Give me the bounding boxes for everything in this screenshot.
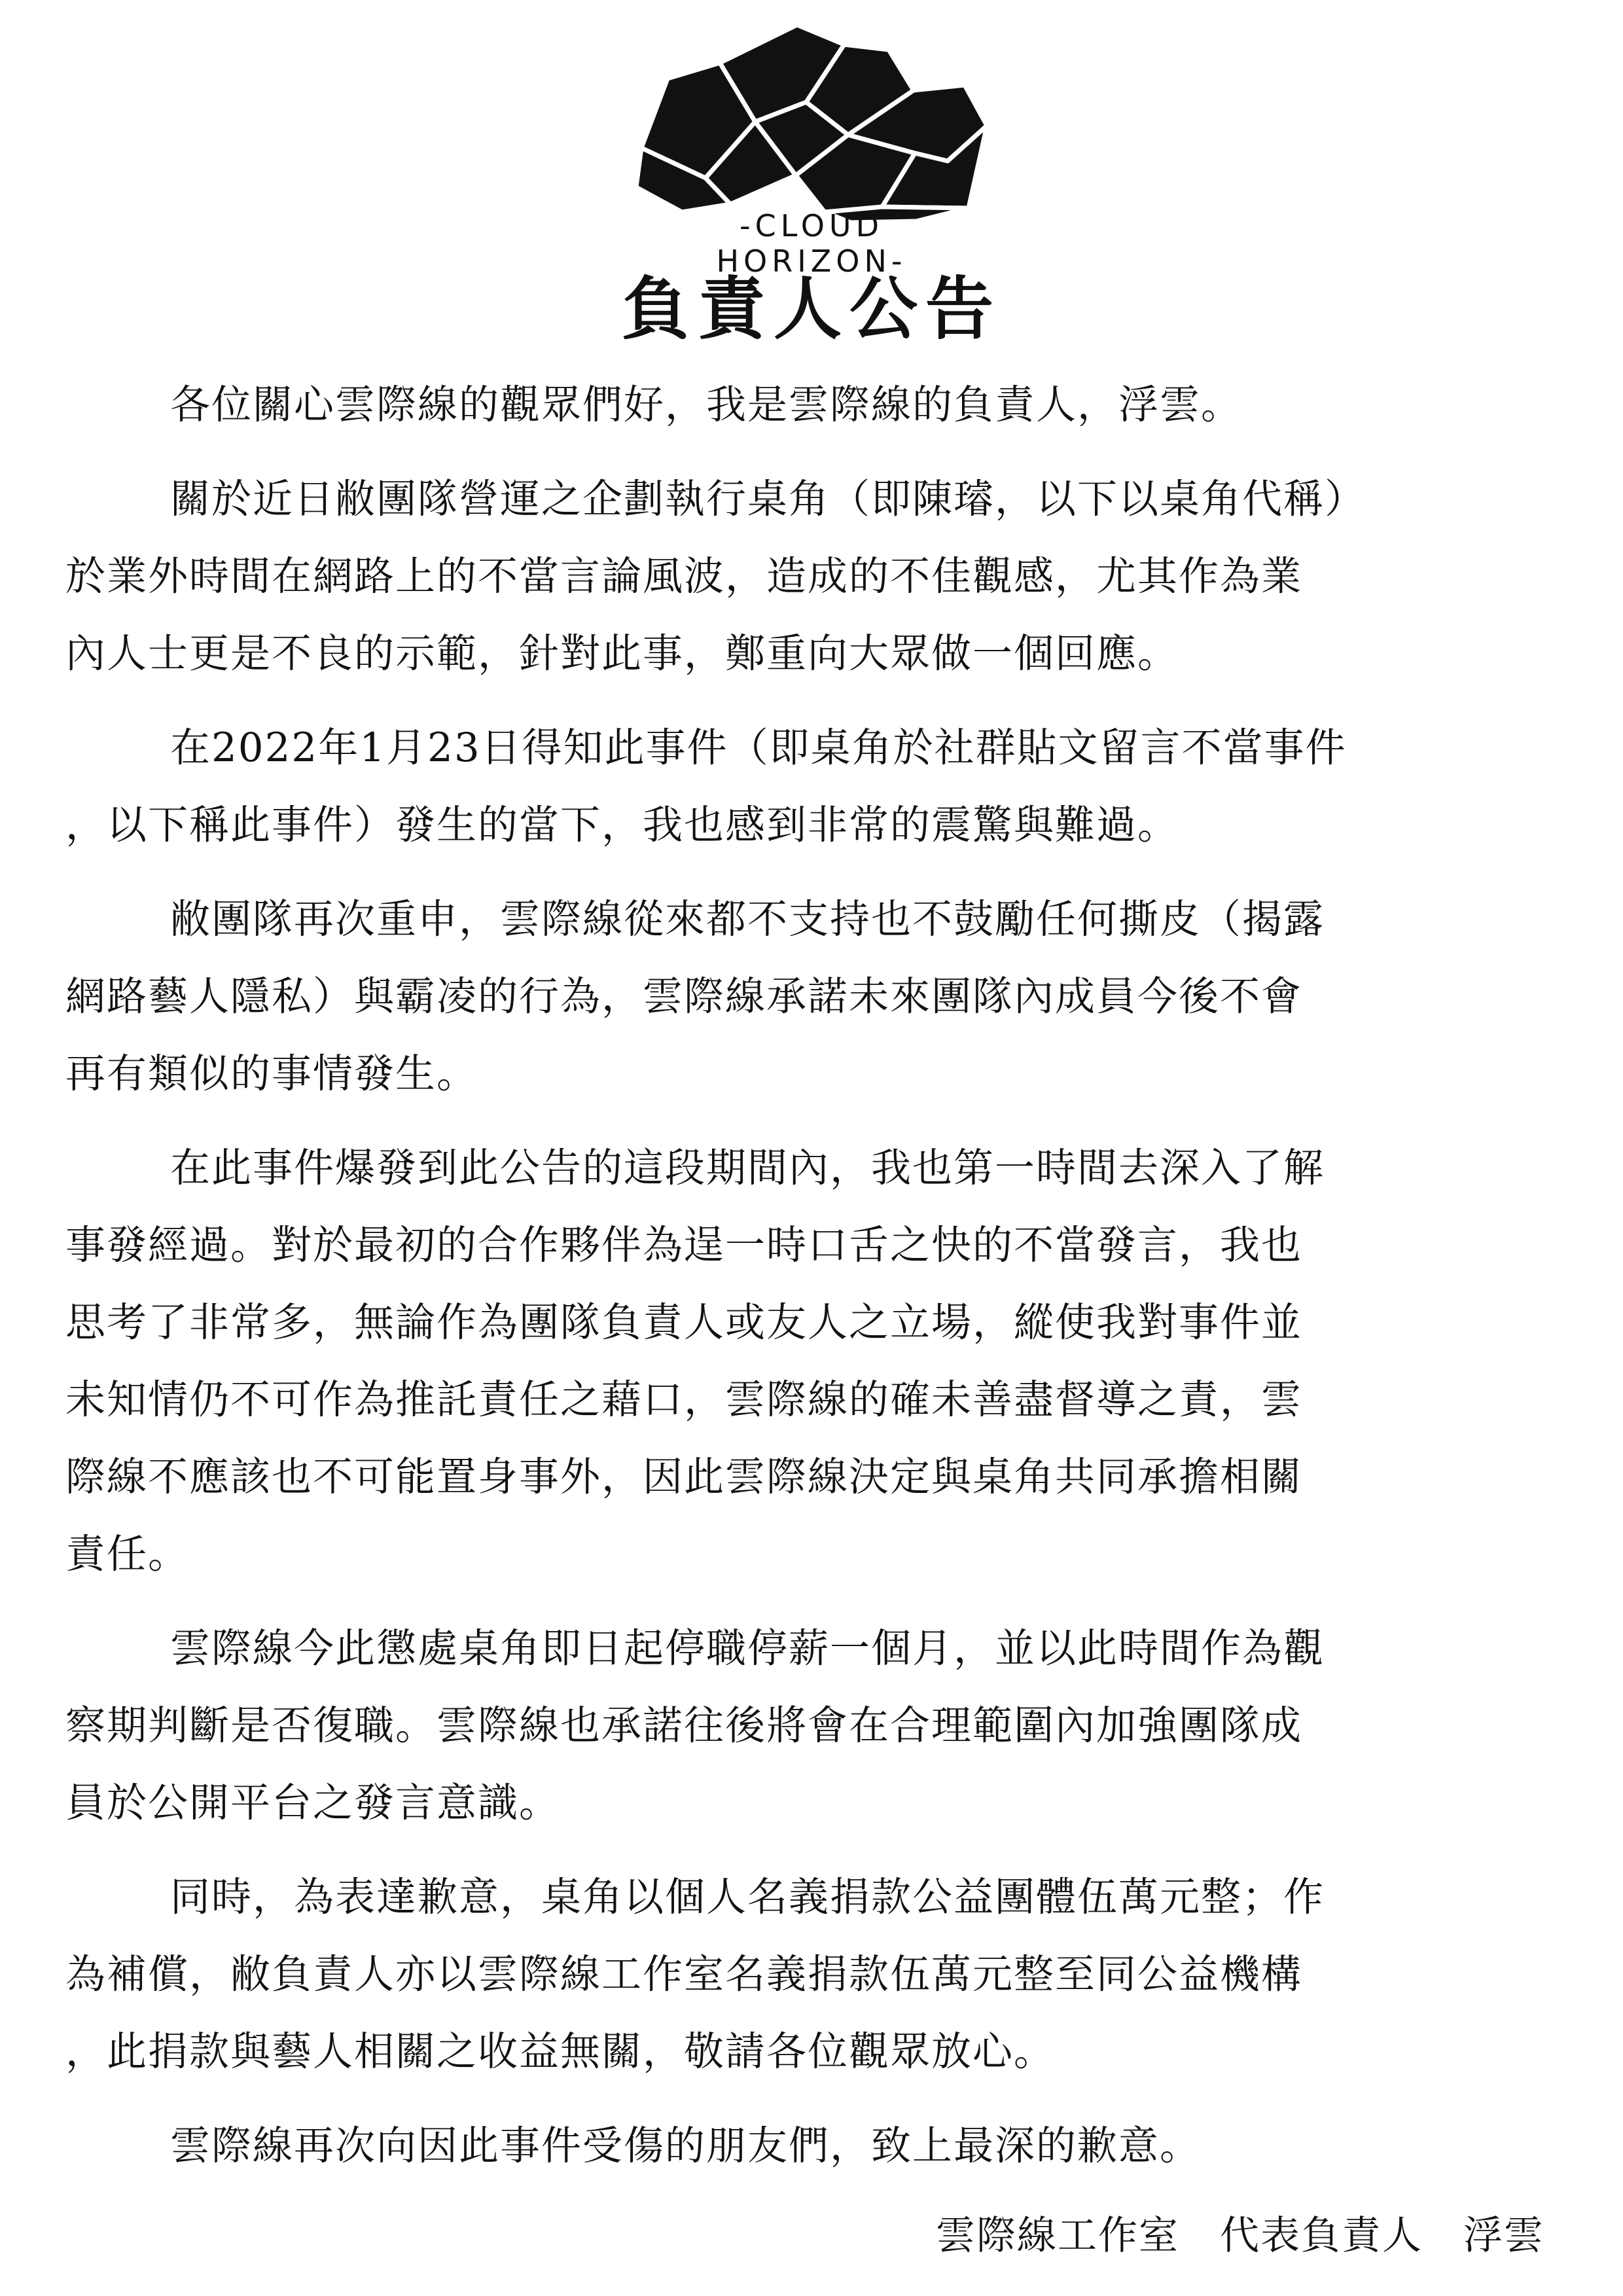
paragraph-apology: 雲際線再次向因此事件受傷的朋友們，致上最深的歉意。: [170, 2123, 1202, 2169]
cloud-horizon-logo-icon: [628, 18, 995, 228]
logo-graphic: [628, 18, 995, 228]
brand-wordmark: -CLOUD HORIZON-: [716, 208, 907, 279]
paragraph-donation: 同時，為表達歉意，桌角以個人名義捐款公益團體伍萬元整；作 為補償，敝負責人亦以雲際線工作室名義捐款伍萬元整至同公益機構 ，此捐款與藝人相關之收益無關，敬請各位觀眾放心。: [65, 1874, 1325, 2075]
announcement-body: [65, 367, 1558, 2202]
paragraph-penalty: 雲際線今此懲處桌角即日起停職停薪一個月，並以此時間作為觀 察期判斷是否復職。雲際線也承諾往後將會在合理範圍內加強團隊成 員於公開平台之發言意識。: [65, 1625, 1325, 1826]
signature-line: 雲際線工作室 代表負責人 浮雲: [936, 2213, 1544, 2259]
paragraph-investigation: 在此事件爆發到此公告的這段期間內，我也第一時間去深入了解 事發經過。對於最初的合作夥伴為逞一時口舌之快的不當發言，我也 思考了非常多，無論作為團隊負責人或友人之立場，縱使我對事件並 未知情仍不可作為推託責任之藉口，雲際線的確未善盡督導之責，雲 際線不應該也不可能置身事外，因此雲際線決定與桌角共同承擔相關 責任。: [65, 1145, 1325, 1577]
paragraph-stance: 敝團隊再次重申，雲際線從來都不支持也不鼓勵任何撕皮（揭露 網路藝人隱私）與霸凌的行為，雲際線承諾未來團隊內成員今後不會 再有類似的事情發生。: [65, 896, 1325, 1097]
paragraph-greeting: 各位關心雲際線的觀眾們好，我是雲際線的負責人，浮雲。: [170, 382, 1243, 428]
paragraph-incident: 關於近日敝團隊營運之企劃執行桌角（即陳璿，以下以桌角代稱） 於業外時間在網路上的不當言論風波，造成的不佳觀感，尤其作為業 內人士更是不良的示範，針對此事，鄭重向大眾做一個回應。: [65, 476, 1366, 677]
paragraph-discovery: 在2022年1月23日得知此事件（即桌角於社群貼文留言不當事件 ，以下稱此事件）發生的當下，我也感到非常的震驚與難過。: [65, 725, 1347, 848]
page-title: 負責人公告: [621, 269, 1001, 349]
